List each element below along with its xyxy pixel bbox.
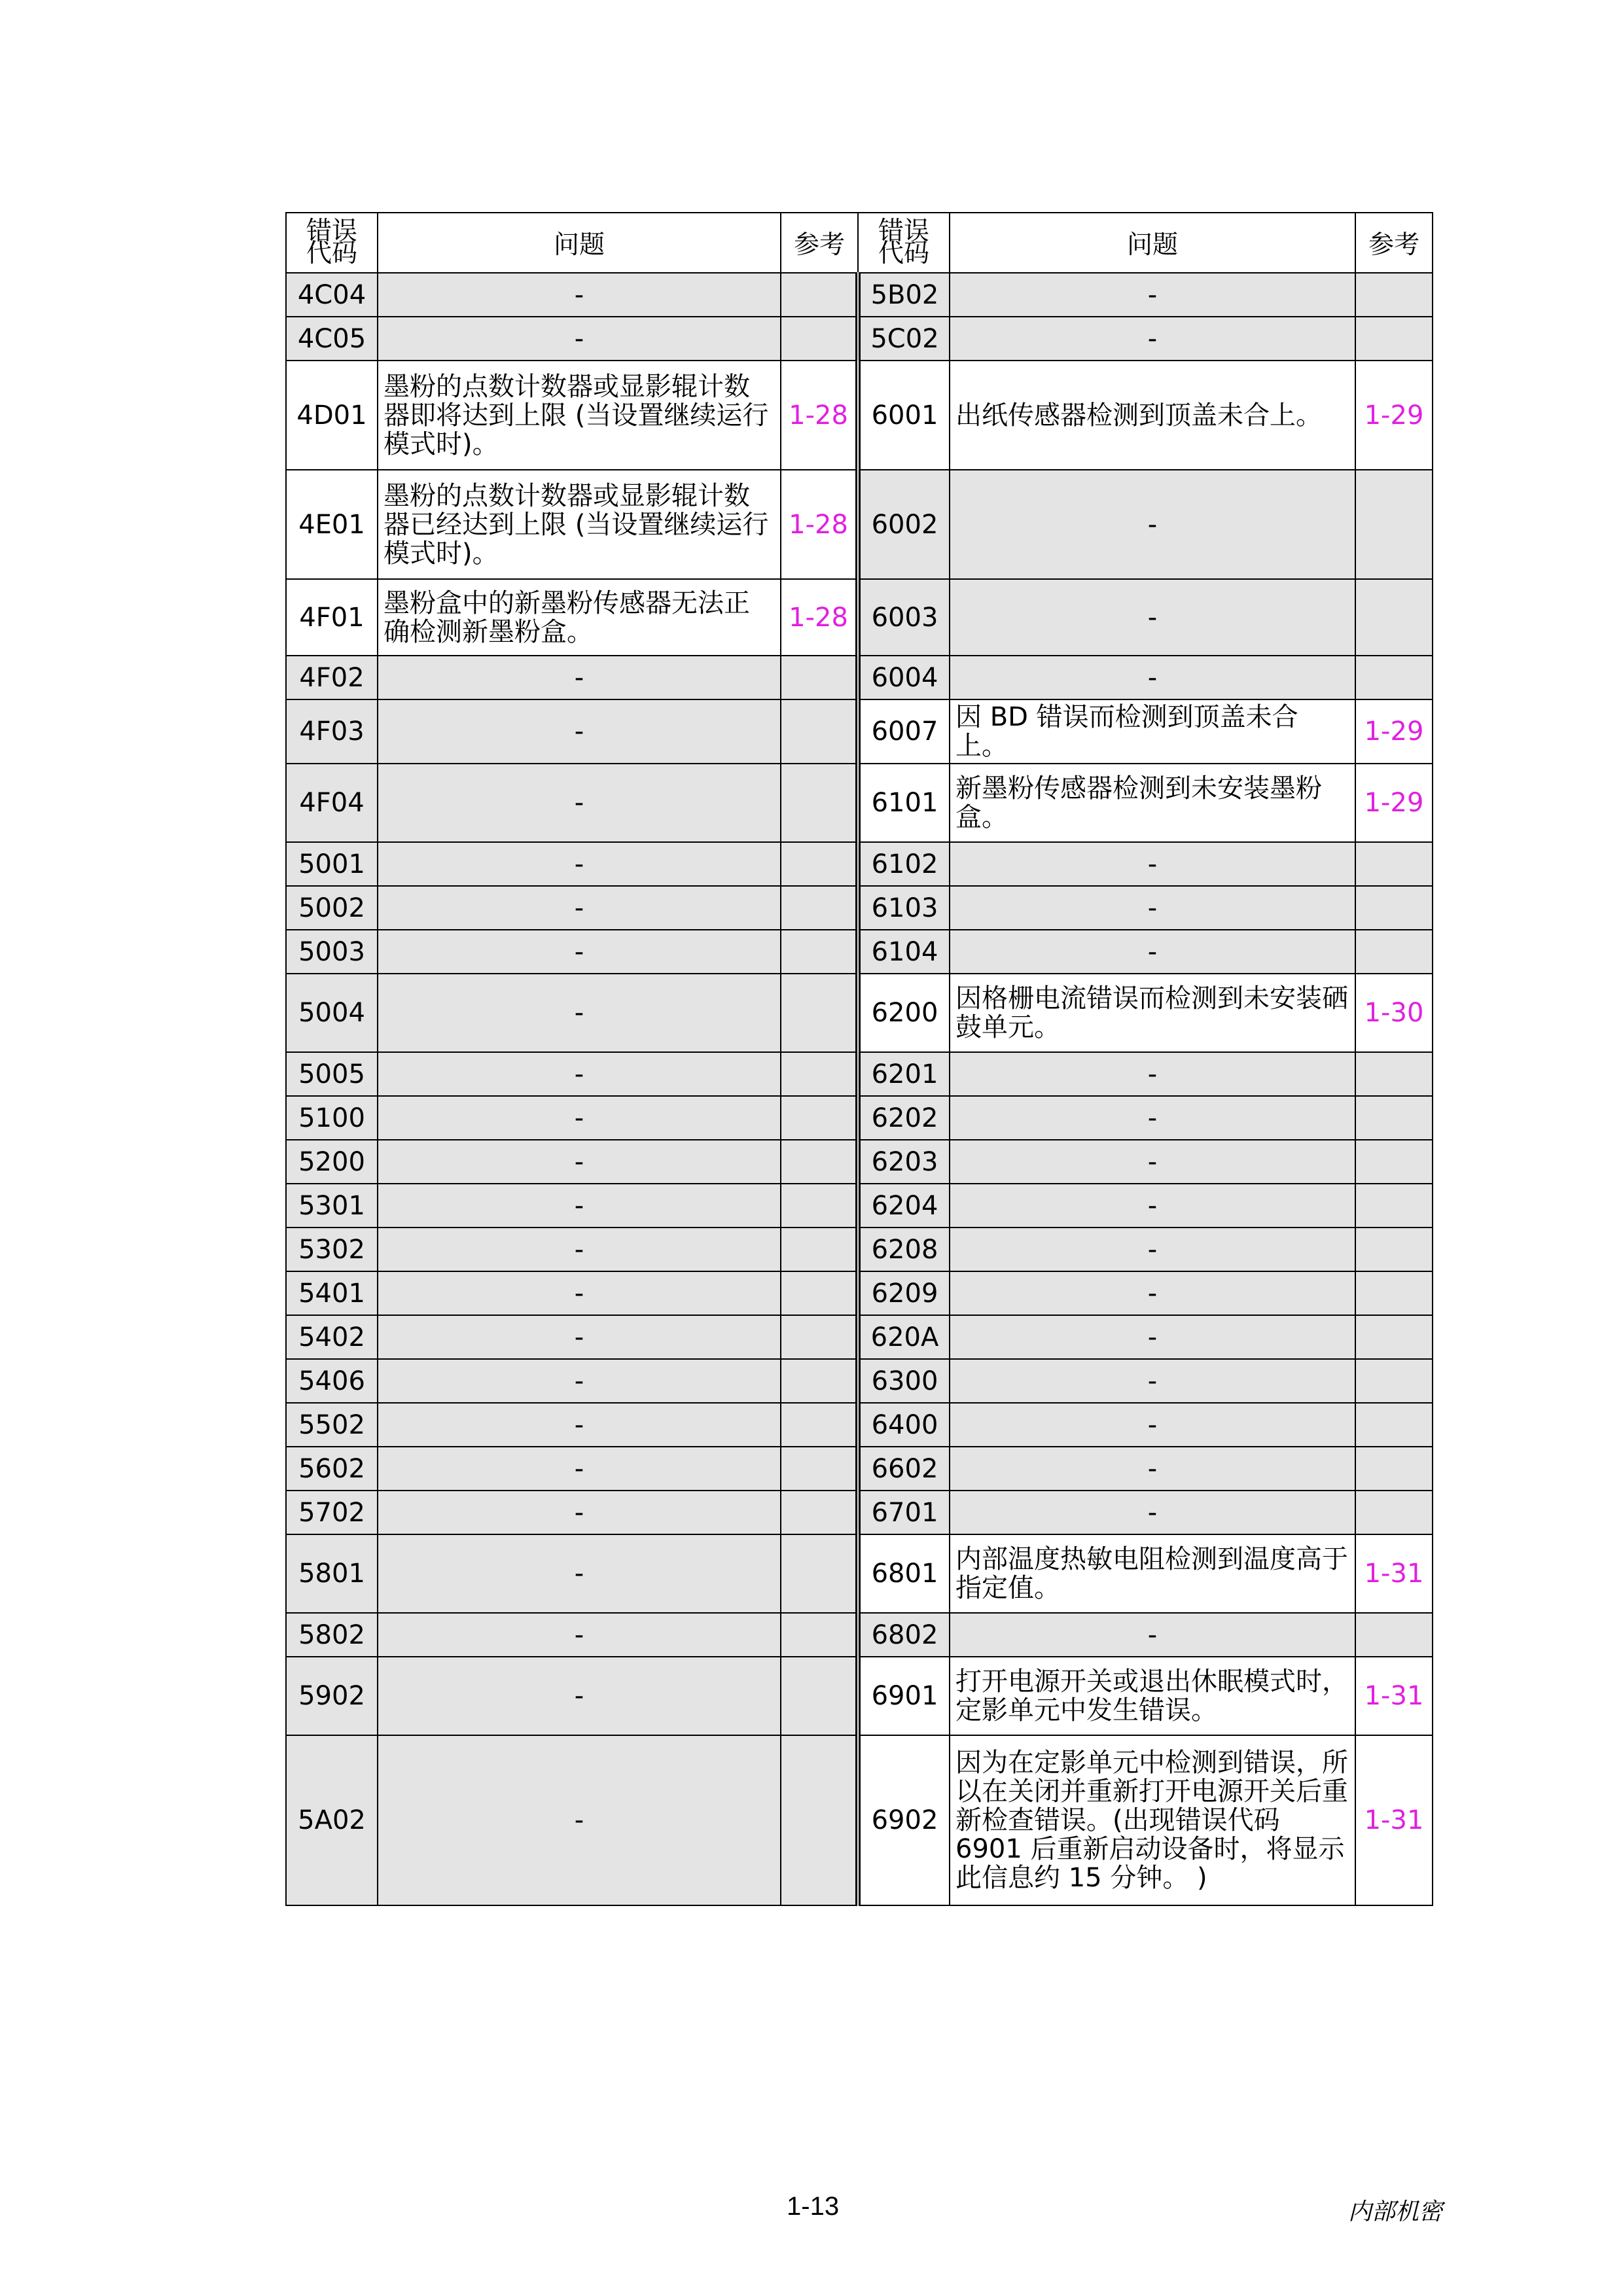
reference-cell	[781, 1271, 858, 1315]
reference-cell	[1355, 1403, 1433, 1447]
error-code-cell: 4F03	[286, 699, 378, 764]
reference-cell	[781, 1491, 858, 1534]
problem-cell: -	[378, 1613, 781, 1657]
table-row	[286, 1271, 1433, 1315]
problem-cell: -	[950, 579, 1355, 656]
problem-cell: 墨粉的点数计数器或显影辊计数器即将达到上限 (当设置继续运行模式时)。	[378, 361, 781, 470]
reference-cell	[781, 1315, 858, 1359]
table-row	[286, 1359, 1433, 1403]
problem-cell: -	[378, 1315, 781, 1359]
error-code-cell: 5802	[286, 1613, 378, 1657]
error-code-cell: 6400	[858, 1403, 950, 1447]
reference-cell: 1-28	[781, 361, 858, 470]
table-row	[286, 361, 1433, 470]
reference-cell	[781, 699, 858, 764]
problem-cell: -	[950, 1271, 1355, 1315]
error-code-cell: 6208	[858, 1227, 950, 1271]
problem-cell: -	[950, 1403, 1355, 1447]
error-code-cell: 5402	[286, 1315, 378, 1359]
reference-cell	[781, 1735, 858, 1905]
problem-cell: 因为在定影单元中检测到错误，所以在关闭并重新打开电源开关后重新检查错误。(出现错误代码 6901 后重新启动设备时，将显示此信息约 15 分钟。 )	[950, 1735, 1355, 1905]
table-row	[286, 1184, 1433, 1227]
reference-cell	[781, 1403, 858, 1447]
reference-cell: 1-29	[1355, 361, 1433, 470]
table-row	[286, 1491, 1433, 1534]
error-code-cell: 5002	[286, 886, 378, 930]
reference-cell: 1-29	[1355, 699, 1433, 764]
problem-cell: 墨粉的点数计数器或显影辊计数器已经达到上限 (当设置继续运行模式时)。	[378, 470, 781, 579]
table-row	[286, 886, 1433, 930]
problem-cell: -	[950, 1315, 1355, 1359]
problem-cell: -	[378, 974, 781, 1052]
error-code-cell: 5001	[286, 842, 378, 886]
reference-cell	[781, 1613, 858, 1657]
error-code-cell: 4F01	[286, 579, 378, 656]
reference-cell	[781, 1534, 858, 1613]
table-header-row	[286, 213, 1433, 273]
table-row	[286, 1052, 1433, 1096]
table-row	[286, 699, 1433, 764]
problem-cell: 因格栅电流错误而检测到未安装硒鼓单元。	[950, 974, 1355, 1052]
error-code-cell: 5702	[286, 1491, 378, 1534]
reference-cell	[1355, 579, 1433, 656]
error-code-cell: 6201	[858, 1052, 950, 1096]
reference-cell	[1355, 1227, 1433, 1271]
problem-cell: -	[378, 1184, 781, 1227]
table-row	[286, 1403, 1433, 1447]
problem-cell: -	[378, 1657, 781, 1735]
error-code-cell: 6001	[858, 361, 950, 470]
reference-cell	[1355, 1315, 1433, 1359]
problem-cell: 内部温度热敏电阻检测到温度高于指定值。	[950, 1534, 1355, 1613]
error-code-cell: 4F02	[286, 656, 378, 699]
reference-cell	[1355, 1613, 1433, 1657]
reference-cell	[1355, 656, 1433, 699]
reference-cell	[781, 1359, 858, 1403]
problem-cell: -	[950, 1613, 1355, 1657]
error-code-cell: 5302	[286, 1227, 378, 1271]
reference-cell	[781, 1140, 858, 1184]
reference-cell	[1355, 1140, 1433, 1184]
error-code-cell: 6104	[858, 930, 950, 974]
confidential-label: 内部机密	[1348, 2199, 1443, 2225]
code-column-header: 错误 代码	[286, 213, 378, 273]
problem-cell: -	[378, 1534, 781, 1613]
error-code-cell: 6200	[858, 974, 950, 1052]
problem-cell: -	[378, 1271, 781, 1315]
table-row	[286, 1613, 1433, 1657]
problem-cell: -	[950, 1491, 1355, 1534]
code-column-header-right: 错误 代码	[858, 213, 950, 273]
error-code-cell: 5502	[286, 1403, 378, 1447]
reference-cell	[1355, 1096, 1433, 1140]
table-row	[286, 764, 1433, 842]
table-row	[286, 470, 1433, 579]
table-body	[286, 273, 1433, 1905]
error-code-cell: 5801	[286, 1534, 378, 1613]
problem-cell: -	[950, 1096, 1355, 1140]
error-code-cell: 4C04	[286, 273, 378, 317]
error-code-cell: 6802	[858, 1613, 950, 1657]
problem-cell: -	[950, 1140, 1355, 1184]
error-code-cell: 5301	[286, 1184, 378, 1227]
problem-cell: -	[378, 886, 781, 930]
error-code-cell: 4E01	[286, 470, 378, 579]
error-code-cell: 620A	[858, 1315, 950, 1359]
reference-cell	[1355, 930, 1433, 974]
table-row	[286, 1534, 1433, 1613]
reference-cell	[781, 886, 858, 930]
reference-cell	[1355, 842, 1433, 886]
error-code-cell: 6003	[858, 579, 950, 656]
reference-cell: 1-31	[1355, 1735, 1433, 1905]
reference-cell	[1355, 1052, 1433, 1096]
error-code-cell: 5100	[286, 1096, 378, 1140]
reference-cell	[781, 1096, 858, 1140]
problem-cell: -	[378, 1447, 781, 1491]
error-code-cell: 5200	[286, 1140, 378, 1184]
reference-cell	[1355, 1491, 1433, 1534]
error-code-cell: 6204	[858, 1184, 950, 1227]
error-code-cell: 4D01	[286, 361, 378, 470]
problem-column-header: 问题	[378, 213, 781, 273]
problem-cell: -	[950, 1359, 1355, 1403]
error-code-cell: 5003	[286, 930, 378, 974]
table-row	[286, 1315, 1433, 1359]
table-row	[286, 1227, 1433, 1271]
error-code-cell: 6209	[858, 1271, 950, 1315]
reference-cell	[781, 974, 858, 1052]
ref-column-header-right: 参考	[1355, 213, 1433, 273]
reference-cell	[781, 842, 858, 886]
reference-cell: 1-31	[1355, 1534, 1433, 1613]
reference-cell	[781, 273, 858, 317]
problem-cell: -	[950, 317, 1355, 361]
problem-cell: -	[950, 656, 1355, 699]
reference-cell	[1355, 470, 1433, 579]
table-row	[286, 1096, 1433, 1140]
problem-cell: -	[378, 930, 781, 974]
error-code-cell: 6801	[858, 1534, 950, 1613]
error-code-cell: 5B02	[858, 273, 950, 317]
error-code-cell: 6103	[858, 886, 950, 930]
table-row	[286, 1140, 1433, 1184]
reference-cell	[1355, 1447, 1433, 1491]
reference-cell: 1-31	[1355, 1657, 1433, 1735]
problem-cell: -	[378, 656, 781, 699]
error-code-cell: 6203	[858, 1140, 950, 1184]
problem-cell: -	[378, 1491, 781, 1534]
reference-cell	[781, 1657, 858, 1735]
problem-cell: 因 BD 错误而检测到顶盖未合上。	[950, 699, 1355, 764]
table-row	[286, 656, 1433, 699]
error-code-cell: 6007	[858, 699, 950, 764]
problem-cell: -	[378, 317, 781, 361]
problem-cell: -	[950, 930, 1355, 974]
table-row	[286, 930, 1433, 974]
error-code-cell: 6004	[858, 656, 950, 699]
error-code-cell: 5602	[286, 1447, 378, 1491]
problem-cell: -	[378, 1052, 781, 1096]
table-row	[286, 842, 1433, 886]
reference-cell	[1355, 1359, 1433, 1403]
problem-cell: -	[378, 273, 781, 317]
problem-cell: -	[378, 1227, 781, 1271]
problem-cell: -	[378, 699, 781, 764]
error-code-cell: 5401	[286, 1271, 378, 1315]
error-code-cell: 6101	[858, 764, 950, 842]
error-code-cell: 6300	[858, 1359, 950, 1403]
problem-cell: -	[950, 842, 1355, 886]
reference-cell	[1355, 317, 1433, 361]
reference-cell	[781, 930, 858, 974]
reference-cell	[781, 764, 858, 842]
error-code-cell: 6202	[858, 1096, 950, 1140]
table-row	[286, 579, 1433, 656]
problem-cell: -	[950, 470, 1355, 579]
error-code-cell: 6102	[858, 842, 950, 886]
table-row	[286, 1447, 1433, 1491]
error-code-cell: 5005	[286, 1052, 378, 1096]
table-row	[286, 1735, 1433, 1905]
ref-column-header: 参考	[781, 213, 858, 273]
reference-cell	[781, 1227, 858, 1271]
error-code-cell: 4C05	[286, 317, 378, 361]
problem-cell: -	[378, 1403, 781, 1447]
problem-cell: 新墨粉传感器检测到未安装墨粉盒。	[950, 764, 1355, 842]
error-code-cell: 4F04	[286, 764, 378, 842]
reference-cell	[781, 317, 858, 361]
reference-cell: 1-29	[1355, 764, 1433, 842]
problem-cell: -	[378, 1359, 781, 1403]
problem-cell: 打开电源开关或退出休眠模式时，定影单元中发生错误。	[950, 1657, 1355, 1735]
problem-cell: -	[950, 1184, 1355, 1227]
error-code-cell: 6002	[858, 470, 950, 579]
reference-cell	[1355, 1271, 1433, 1315]
reference-cell: 1-28	[781, 470, 858, 579]
error-code-cell: 6602	[858, 1447, 950, 1491]
error-code-cell: 6901	[858, 1657, 950, 1735]
error-code-cell: 5C02	[858, 317, 950, 361]
problem-cell: -	[950, 1052, 1355, 1096]
problem-cell: -	[378, 1735, 781, 1905]
table-row	[286, 273, 1433, 317]
reference-cell	[781, 1184, 858, 1227]
table-row	[286, 974, 1433, 1052]
table-row	[286, 1657, 1433, 1735]
problem-cell: -	[950, 1447, 1355, 1491]
reference-cell	[1355, 273, 1433, 317]
problem-cell: 出纸传感器检测到顶盖未合上。	[950, 361, 1355, 470]
error-code-cell: 6701	[858, 1491, 950, 1534]
page-number: 1-13	[787, 2192, 840, 2221]
reference-cell	[1355, 886, 1433, 930]
reference-cell	[781, 1052, 858, 1096]
problem-cell: -	[378, 764, 781, 842]
problem-cell: -	[950, 1227, 1355, 1271]
table-row	[286, 317, 1433, 361]
problem-cell: -	[950, 273, 1355, 317]
problem-column-header-right: 问题	[950, 213, 1355, 273]
problem-cell: -	[950, 886, 1355, 930]
reference-cell: 1-28	[781, 579, 858, 656]
error-code-table	[285, 212, 1433, 1906]
error-code-cell: 5A02	[286, 1735, 378, 1905]
reference-cell	[1355, 1184, 1433, 1227]
problem-cell: -	[378, 1140, 781, 1184]
problem-cell: 墨粉盒中的新墨粉传感器无法正确检测新墨粉盒。	[378, 579, 781, 656]
reference-cell	[781, 656, 858, 699]
error-code-cell: 5902	[286, 1657, 378, 1735]
reference-cell	[781, 1447, 858, 1491]
error-code-cell: 5004	[286, 974, 378, 1052]
error-code-cell: 6902	[858, 1735, 950, 1905]
problem-cell: -	[378, 1096, 781, 1140]
reference-cell: 1-30	[1355, 974, 1433, 1052]
error-code-cell: 5406	[286, 1359, 378, 1403]
problem-cell: -	[378, 842, 781, 886]
